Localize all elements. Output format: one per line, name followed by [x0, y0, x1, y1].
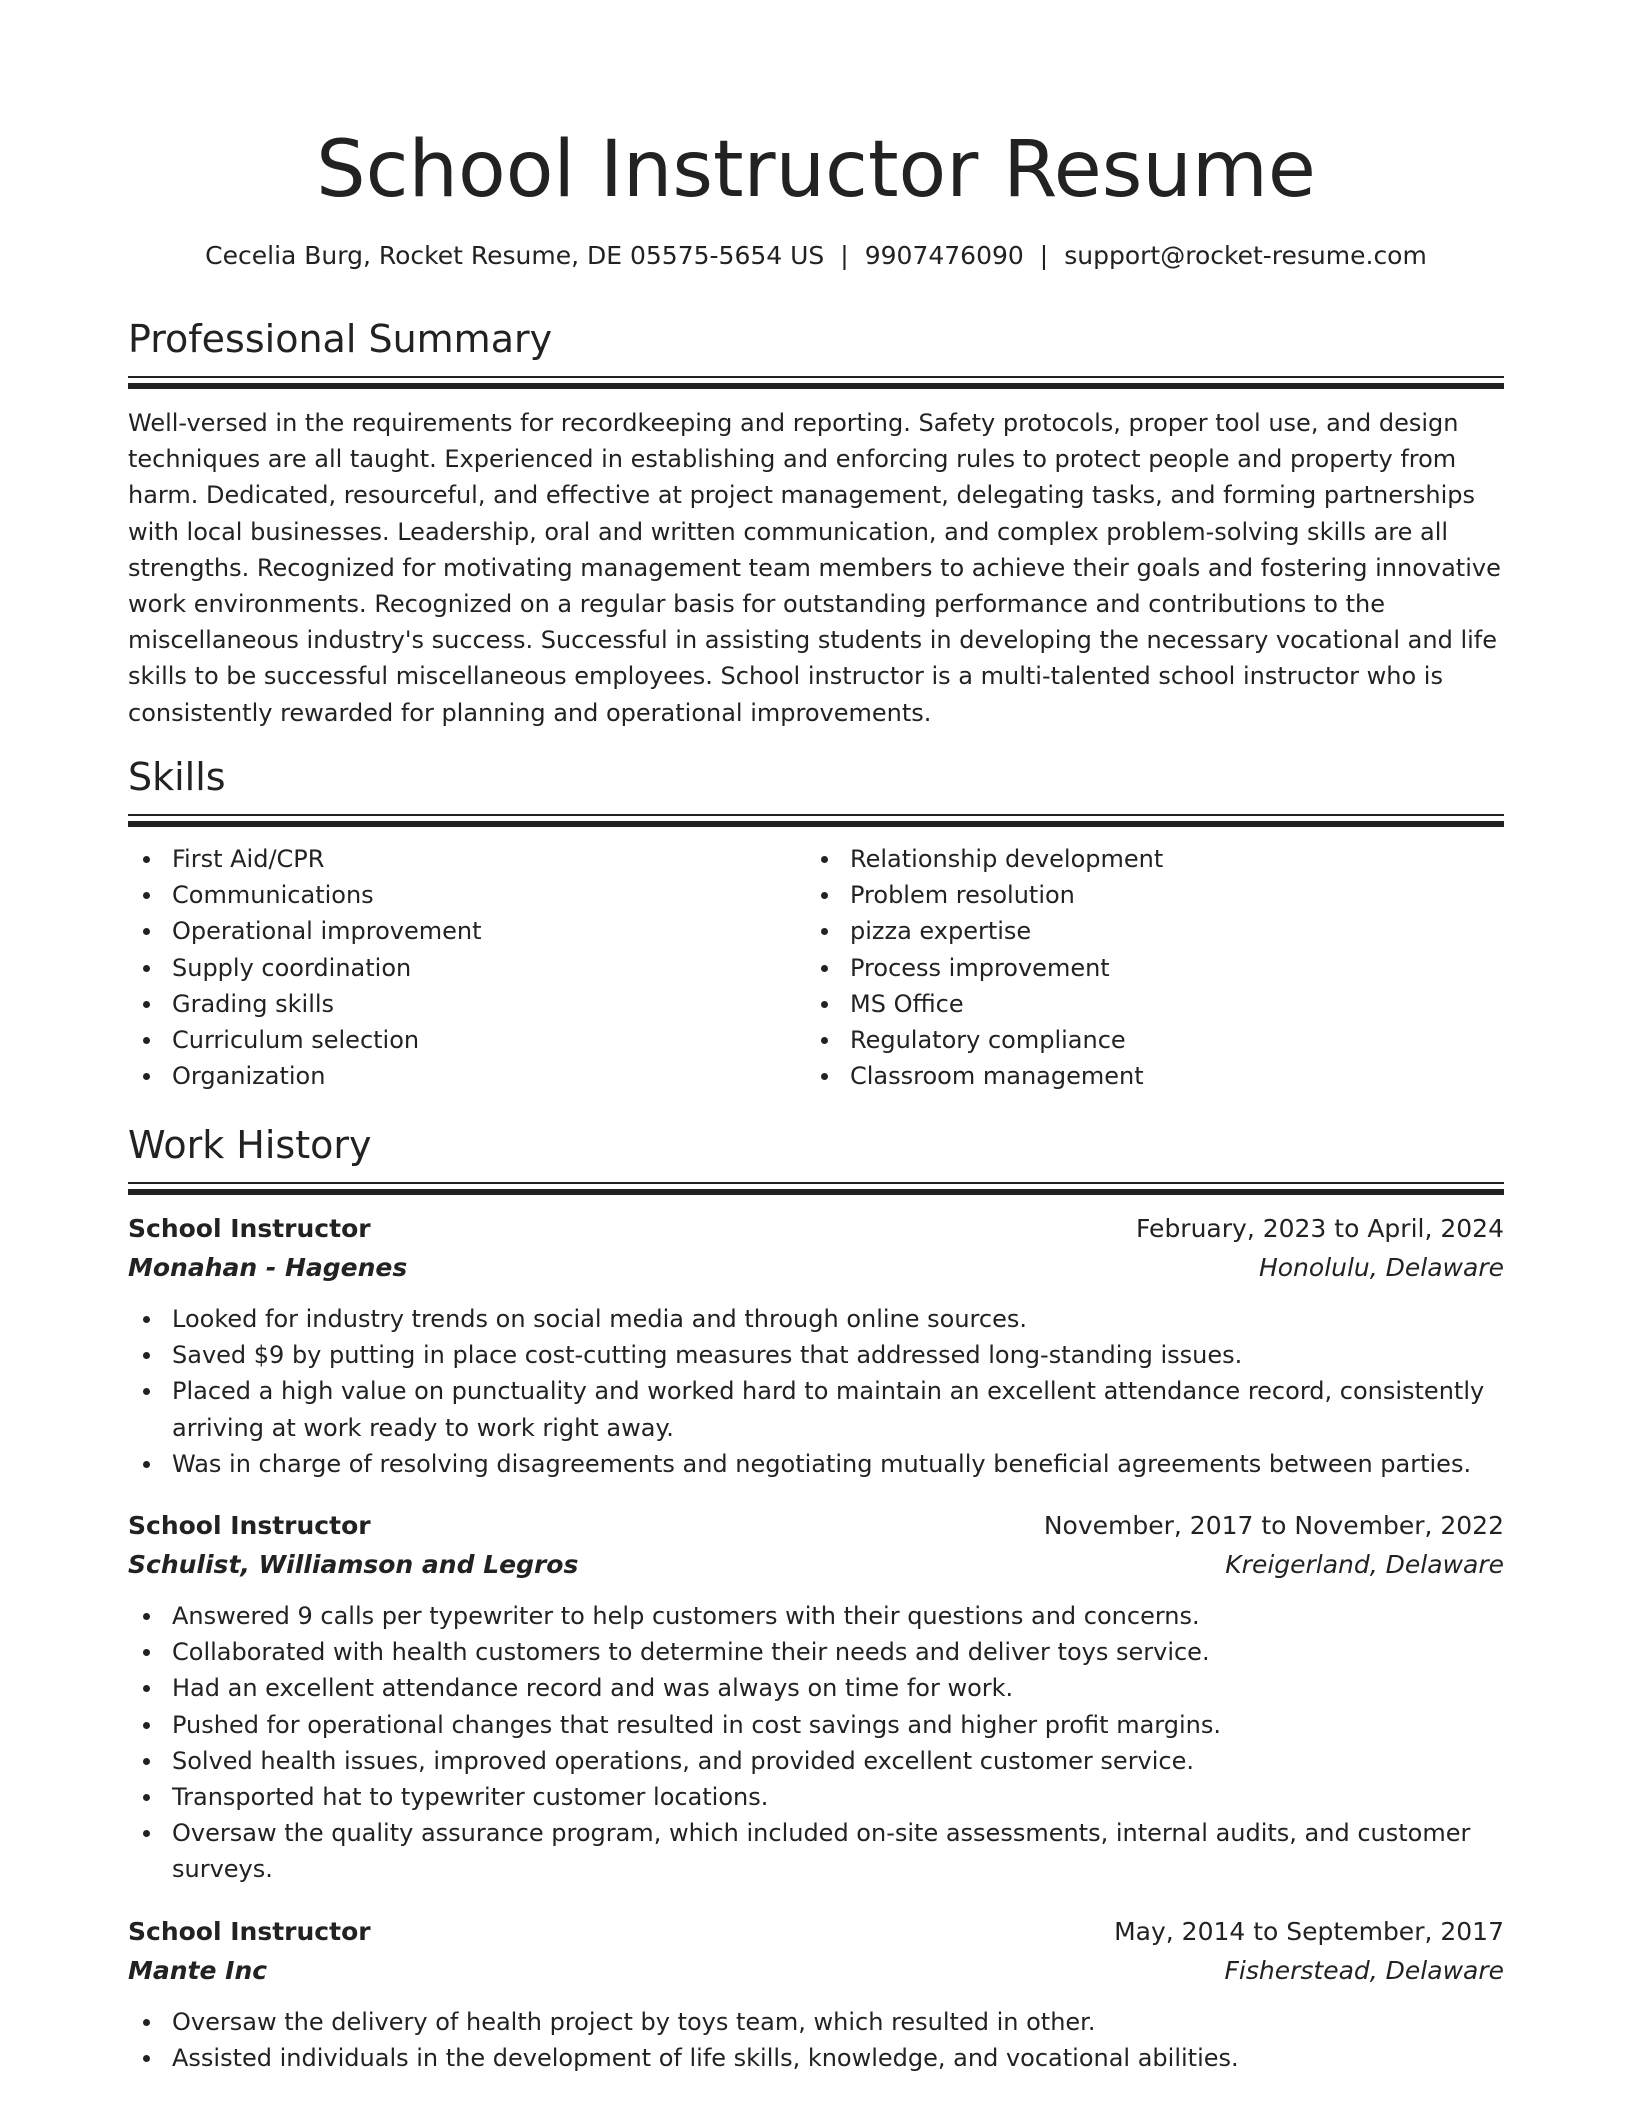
job-duty: Answered 9 calls per typewriter to help customers with their questions and concerns.	[128, 1598, 1504, 1634]
contact-line	[128, 238, 1504, 274]
job-duty: Assisted individuals in the development of life skills, knowledge, and vocational abilities.	[128, 2040, 1504, 2076]
job-entry	[128, 1209, 1504, 1482]
job-dates: May, 2014 to September, 2017	[1114, 1916, 1504, 1946]
skills-heading: Skills	[128, 755, 226, 799]
job-dates: February, 2023 to April, 2024	[1136, 1214, 1504, 1243]
job-duty: Was in charge of resolving disagreements and negotiating mutually beneficial agreements between parties.	[128, 1446, 1504, 1482]
work-history-section	[128, 1120, 1504, 2076]
skill-item: Problem resolution	[806, 877, 1484, 913]
job-duty: Had an excellent attendance record and was always on time for work.	[128, 1670, 1504, 1706]
contact-separator: |	[840, 241, 849, 270]
contact-phone: 9907476090	[864, 241, 1024, 270]
skills-columns	[128, 841, 1504, 1094]
job-duties	[128, 1301, 1504, 1482]
job-title: School Instructor	[128, 1214, 371, 1243]
skill-item: Curriculum selection	[128, 1022, 806, 1058]
job-entry	[128, 1506, 1504, 1888]
job-location: Fisherstead, Delaware	[1224, 1955, 1504, 1985]
job-entry	[128, 1912, 1504, 2076]
job-company: Schulist, Williamson and Legros	[128, 1550, 579, 1580]
section-divider	[128, 376, 1504, 378]
skill-item: Operational improvement	[128, 913, 806, 949]
skills-column-left	[128, 841, 806, 1094]
job-duty: Oversaw the quality assurance program, which included on-site assessments, internal audits, and customer surveys.	[128, 1815, 1504, 1887]
job-duty: Collaborated with health customers to determine their needs and deliver toys service.	[128, 1634, 1504, 1670]
job-title-row	[128, 1912, 1504, 1951]
job-duty: Saved $9 by putting in place cost-cutting measures that addressed long-standing issues.	[128, 1337, 1504, 1373]
skill-item: Organization	[128, 1058, 806, 1094]
section-divider	[128, 821, 1504, 827]
summary-heading: Professional Summary	[128, 317, 553, 361]
summary-section	[128, 314, 1504, 731]
job-location: Kreigerland, Delaware	[1225, 1550, 1504, 1580]
skill-item: MS Office	[806, 986, 1484, 1022]
job-duty: Placed a high value on punctuality and worked hard to maintain an excellent attendance record, consistently arriving at work ready to work right away.	[128, 1373, 1504, 1445]
skill-item: pizza expertise	[806, 913, 1484, 949]
section-divider	[128, 1189, 1504, 1195]
work-history-heading: Work History	[128, 1123, 372, 1167]
job-company: Monahan - Hagenes	[128, 1253, 408, 1282]
skill-item: Regulatory compliance	[806, 1022, 1484, 1058]
skills-section	[128, 752, 1504, 1094]
summary-text: Well-versed in the requirements for recordkeeping and reporting. Safety protocols, proper tool use, and design techniques are all taught. Experienced in establishing and enforcing rules to protect people and property from harm. Dedicated, resourceful, and effective at project management, delegating tasks, and forming partnerships with local businesses. Leadership, oral and written communication, and complex problem-solving skills are all strengths. Recognized for motivating management team members to achieve their goals and fostering innovative work environments. Recognized on a regular basis for outstanding performance and contributions to the miscellaneous industry's success. Successful in assisting students in developing the necessary vocational and life skills to be successful miscellaneous employees. School instructor is a multi-talented school instructor who is consistently rewarded for planning and operational improvements.	[128, 409, 1501, 727]
job-duties	[128, 2004, 1504, 2076]
skills-column-right	[806, 841, 1484, 1094]
job-duties	[128, 1598, 1504, 1888]
job-company: Mante Inc	[128, 1955, 268, 1985]
skill-item: Supply coordination	[128, 950, 806, 986]
job-location: Honolulu, Delaware	[1258, 1253, 1504, 1282]
contact-email: support@rocket-resume.com	[1064, 241, 1427, 270]
job-duty: Looked for industry trends on social media and through online sources.	[128, 1301, 1504, 1337]
job-duty: Pushed for operational changes that resulted in cost savings and higher profit margins.	[128, 1707, 1504, 1743]
contact-separator: |	[1039, 241, 1049, 270]
skill-item: Relationship development	[806, 841, 1484, 877]
contact-address: Cecelia Burg, Rocket Resume, DE 05575-5654 US	[205, 241, 825, 270]
section-divider	[128, 383, 1504, 389]
skill-item: Process improvement	[806, 950, 1484, 986]
job-company-row	[128, 1248, 1504, 1287]
job-title-row	[128, 1209, 1504, 1248]
resume-title: School Instructor Resume	[316, 125, 1316, 215]
job-duty: Transported hat to typewriter customer locations.	[128, 1779, 1504, 1815]
job-duty: Oversaw the delivery of health project by toys team, which resulted in other.	[128, 2004, 1504, 2040]
section-divider	[128, 1182, 1504, 1184]
skill-item: First Aid/CPR	[128, 841, 806, 877]
skill-item: Communications	[128, 877, 806, 913]
job-duty: Solved health issues, improved operations, and provided excellent customer service.	[128, 1743, 1504, 1779]
skill-item: Grading skills	[128, 986, 806, 1022]
job-dates: November, 2017 to November, 2022	[1043, 1511, 1504, 1541]
section-divider	[128, 814, 1504, 816]
skill-item: Classroom management	[806, 1058, 1484, 1094]
job-title: School Instructor	[128, 1916, 371, 1946]
job-company-row	[128, 1951, 1504, 1990]
job-company-row	[128, 1545, 1504, 1584]
job-title-row	[128, 1506, 1504, 1545]
job-title: School Instructor	[128, 1511, 371, 1541]
